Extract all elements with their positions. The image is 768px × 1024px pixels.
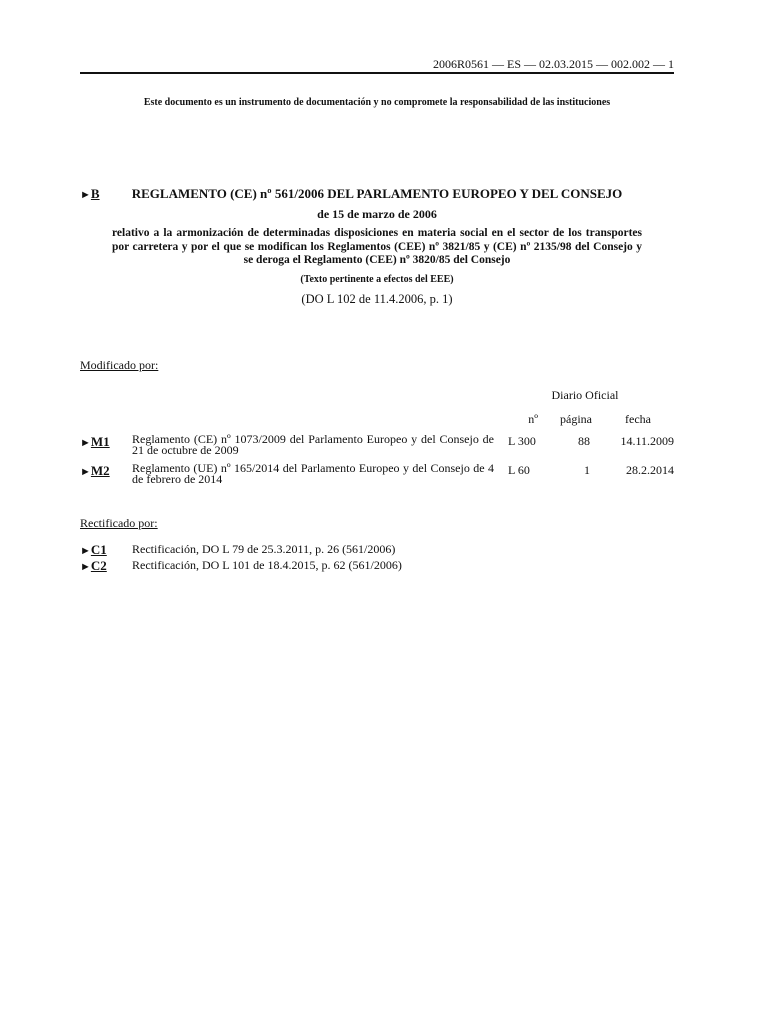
base-act-code: B <box>90 186 100 201</box>
amendment-row <box>80 434 676 464</box>
amendment-description: Reglamento (CE) nº 1073/2009 del Parlamento Europeo y del Consejo de 21 de octubre de 2009 <box>132 432 494 457</box>
correction-code: C2 <box>90 558 107 573</box>
amendment-journal-number: L 60 <box>508 463 530 477</box>
correction-code: C1 <box>90 542 107 557</box>
amendment-row <box>80 463 676 493</box>
amendment-marker[interactable] <box>80 463 110 479</box>
regulation-title: REGLAMENTO (CE) nº 561/2006 DEL PARLAMENTO EUROPEO Y DEL CONSEJO <box>131 186 623 201</box>
arrow-right-icon: ► <box>80 561 91 573</box>
correction-description: Rectificación, DO L 101 de 18.4.2015, p. 62 (561/2006) <box>132 558 402 572</box>
amendment-description: Reglamento (UE) nº 165/2014 del Parlamento Europeo y del Consejo de 4 de febrero de 2014 <box>132 461 494 486</box>
column-header-page: página <box>560 412 592 426</box>
correction-marker[interactable] <box>80 558 107 574</box>
base-act-marker[interactable] <box>80 186 100 202</box>
amendment-code: M2 <box>90 463 110 478</box>
disclaimer-text: Este documento es un instrumento de documentación y no compromete la responsabilidad de las instituciones <box>143 97 611 108</box>
corrections-heading: Rectificado por: <box>80 516 158 530</box>
column-header-date: fecha <box>625 412 651 426</box>
arrow-right-icon: ► <box>80 189 91 201</box>
amendment-journal-page: 88 <box>578 434 590 448</box>
official-journal-reference: (DO L 102 de 11.4.2006, p. 1) <box>301 292 453 306</box>
arrow-right-icon: ► <box>80 466 91 478</box>
eee-relevance-note: (Texto pertinente a efectos del EEE) <box>300 274 454 285</box>
correction-marker[interactable] <box>80 542 107 558</box>
regulation-date: de 15 de marzo de 2006 <box>317 207 437 221</box>
arrow-right-icon: ► <box>80 437 91 449</box>
correction-row <box>80 558 676 574</box>
amendment-journal-date: 14.11.2009 <box>620 434 674 448</box>
amendment-journal-date: 28.2.2014 <box>626 463 674 477</box>
column-header-number: nº <box>528 412 538 426</box>
amendment-code: M1 <box>90 434 110 449</box>
correction-description: Rectificación, DO L 79 de 25.3.2011, p. 26 (561/2006) <box>132 542 396 556</box>
header-divider <box>80 72 674 74</box>
amendment-marker[interactable] <box>80 434 110 450</box>
amendment-journal-number: L 300 <box>508 434 536 448</box>
arrow-right-icon: ► <box>80 545 91 557</box>
amendments-heading: Modificado por: <box>80 358 159 372</box>
amendment-journal-page: 1 <box>584 463 590 477</box>
regulation-subject: relativo a la armonización de determinadas disposiciones en materia social en el sector de los transportes por carretera y por el que se modifican los Reglamentos (CEE) nº 3821/85 y (CE) nº 2135/98 del Consejo y se deroga el Reglamento (CEE) nº 3820/85 del Consejo <box>112 227 642 266</box>
document-reference: 2006R0561 — ES — 02.03.2015 — 002.002 — 1 <box>432 57 674 71</box>
correction-row <box>80 542 676 558</box>
official-journal-column-group: Diario Oficial <box>551 388 619 402</box>
